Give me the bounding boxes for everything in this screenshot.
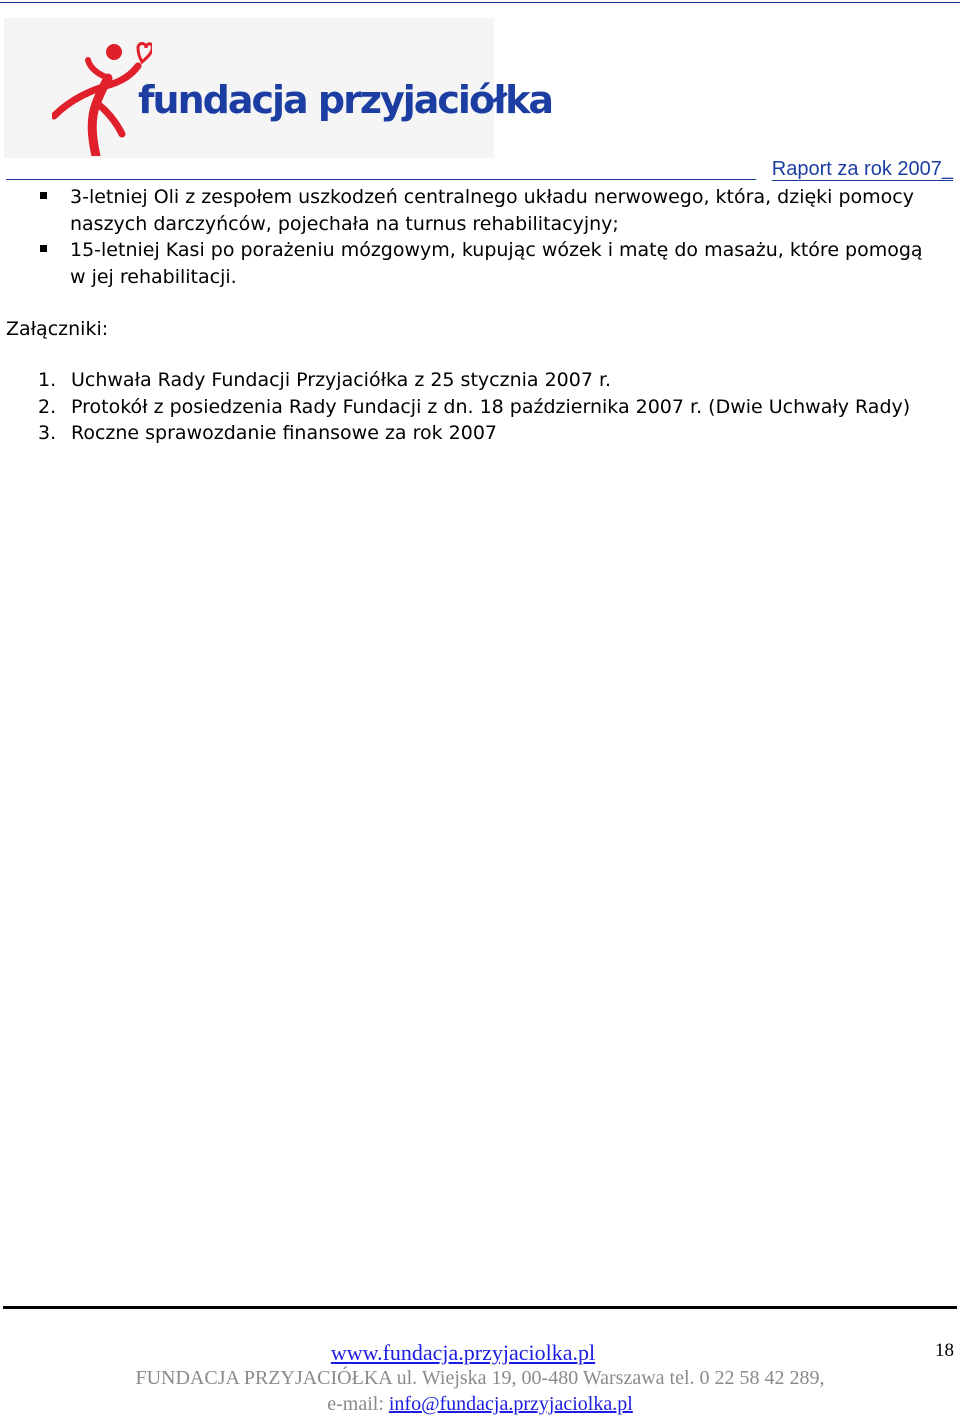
website-link[interactable]: www.fundacja.przyjaciolka.pl [330, 1340, 596, 1365]
email-link[interactable]: info@fundacja.przyjaciolka.pl [388, 1393, 633, 1415]
square-bullet-icon [40, 192, 47, 199]
attachment-number: 3. [38, 422, 57, 444]
logo [4, 18, 553, 158]
list-item [40, 184, 940, 237]
report-label-text: Raport za rok 2007_ [771, 158, 953, 180]
logo-text: fundacja przyjaciółka [138, 78, 553, 122]
header-rule [6, 179, 756, 180]
list-item [40, 237, 940, 290]
heart-figure-icon [52, 38, 152, 156]
attachment-number: 2. [38, 395, 57, 418]
bullet-text: 15-letniej Kasi po porażeniu mózgowym, kupując wózek i matę do masażu, które pomogą w jej rehabilitacji. [70, 239, 923, 288]
email-label: e-mail: [327, 1393, 384, 1415]
top-rule [0, 2, 960, 3]
list-item [38, 367, 948, 394]
square-bullet-icon [40, 245, 47, 252]
attachments-list [38, 367, 948, 447]
attachment-text: Uchwała Rady Fundacji Przyjaciółka z 25 stycznia 2007 r. [71, 369, 612, 391]
footer-address: FUNDACJA PRZYJACIÓŁKA ul. Wiejska 19, 00-480 Warszawa tel. 0 22 58 42 289, [135, 1367, 825, 1389]
attachments-heading: Załączniki: [6, 318, 109, 340]
attachment-number: 1. [38, 369, 57, 391]
list-item [38, 420, 948, 447]
footer-rule [3, 1306, 957, 1309]
bullet-list [40, 184, 940, 290]
attachment-text: Roczne sprawozdanie finansowe za rok 2007 [71, 422, 498, 444]
bullet-text: 3-letniej Oli z zespołem uszkodzeń centralnego układu nerwowego, która, dzięki pomocy naszych darczyńców, pojechała na turnus rehabilitacyjny; [70, 186, 914, 235]
footer-email [0, 1393, 960, 1416]
list-item [38, 394, 948, 421]
attachment-text: Protokół z posiedzenia Rady Fundacji z dn. 18 października 2007 r. (Dwie Uchwały Rady) [71, 395, 911, 418]
report-label [772, 158, 953, 181]
page-number: 18 [935, 1340, 954, 1361]
